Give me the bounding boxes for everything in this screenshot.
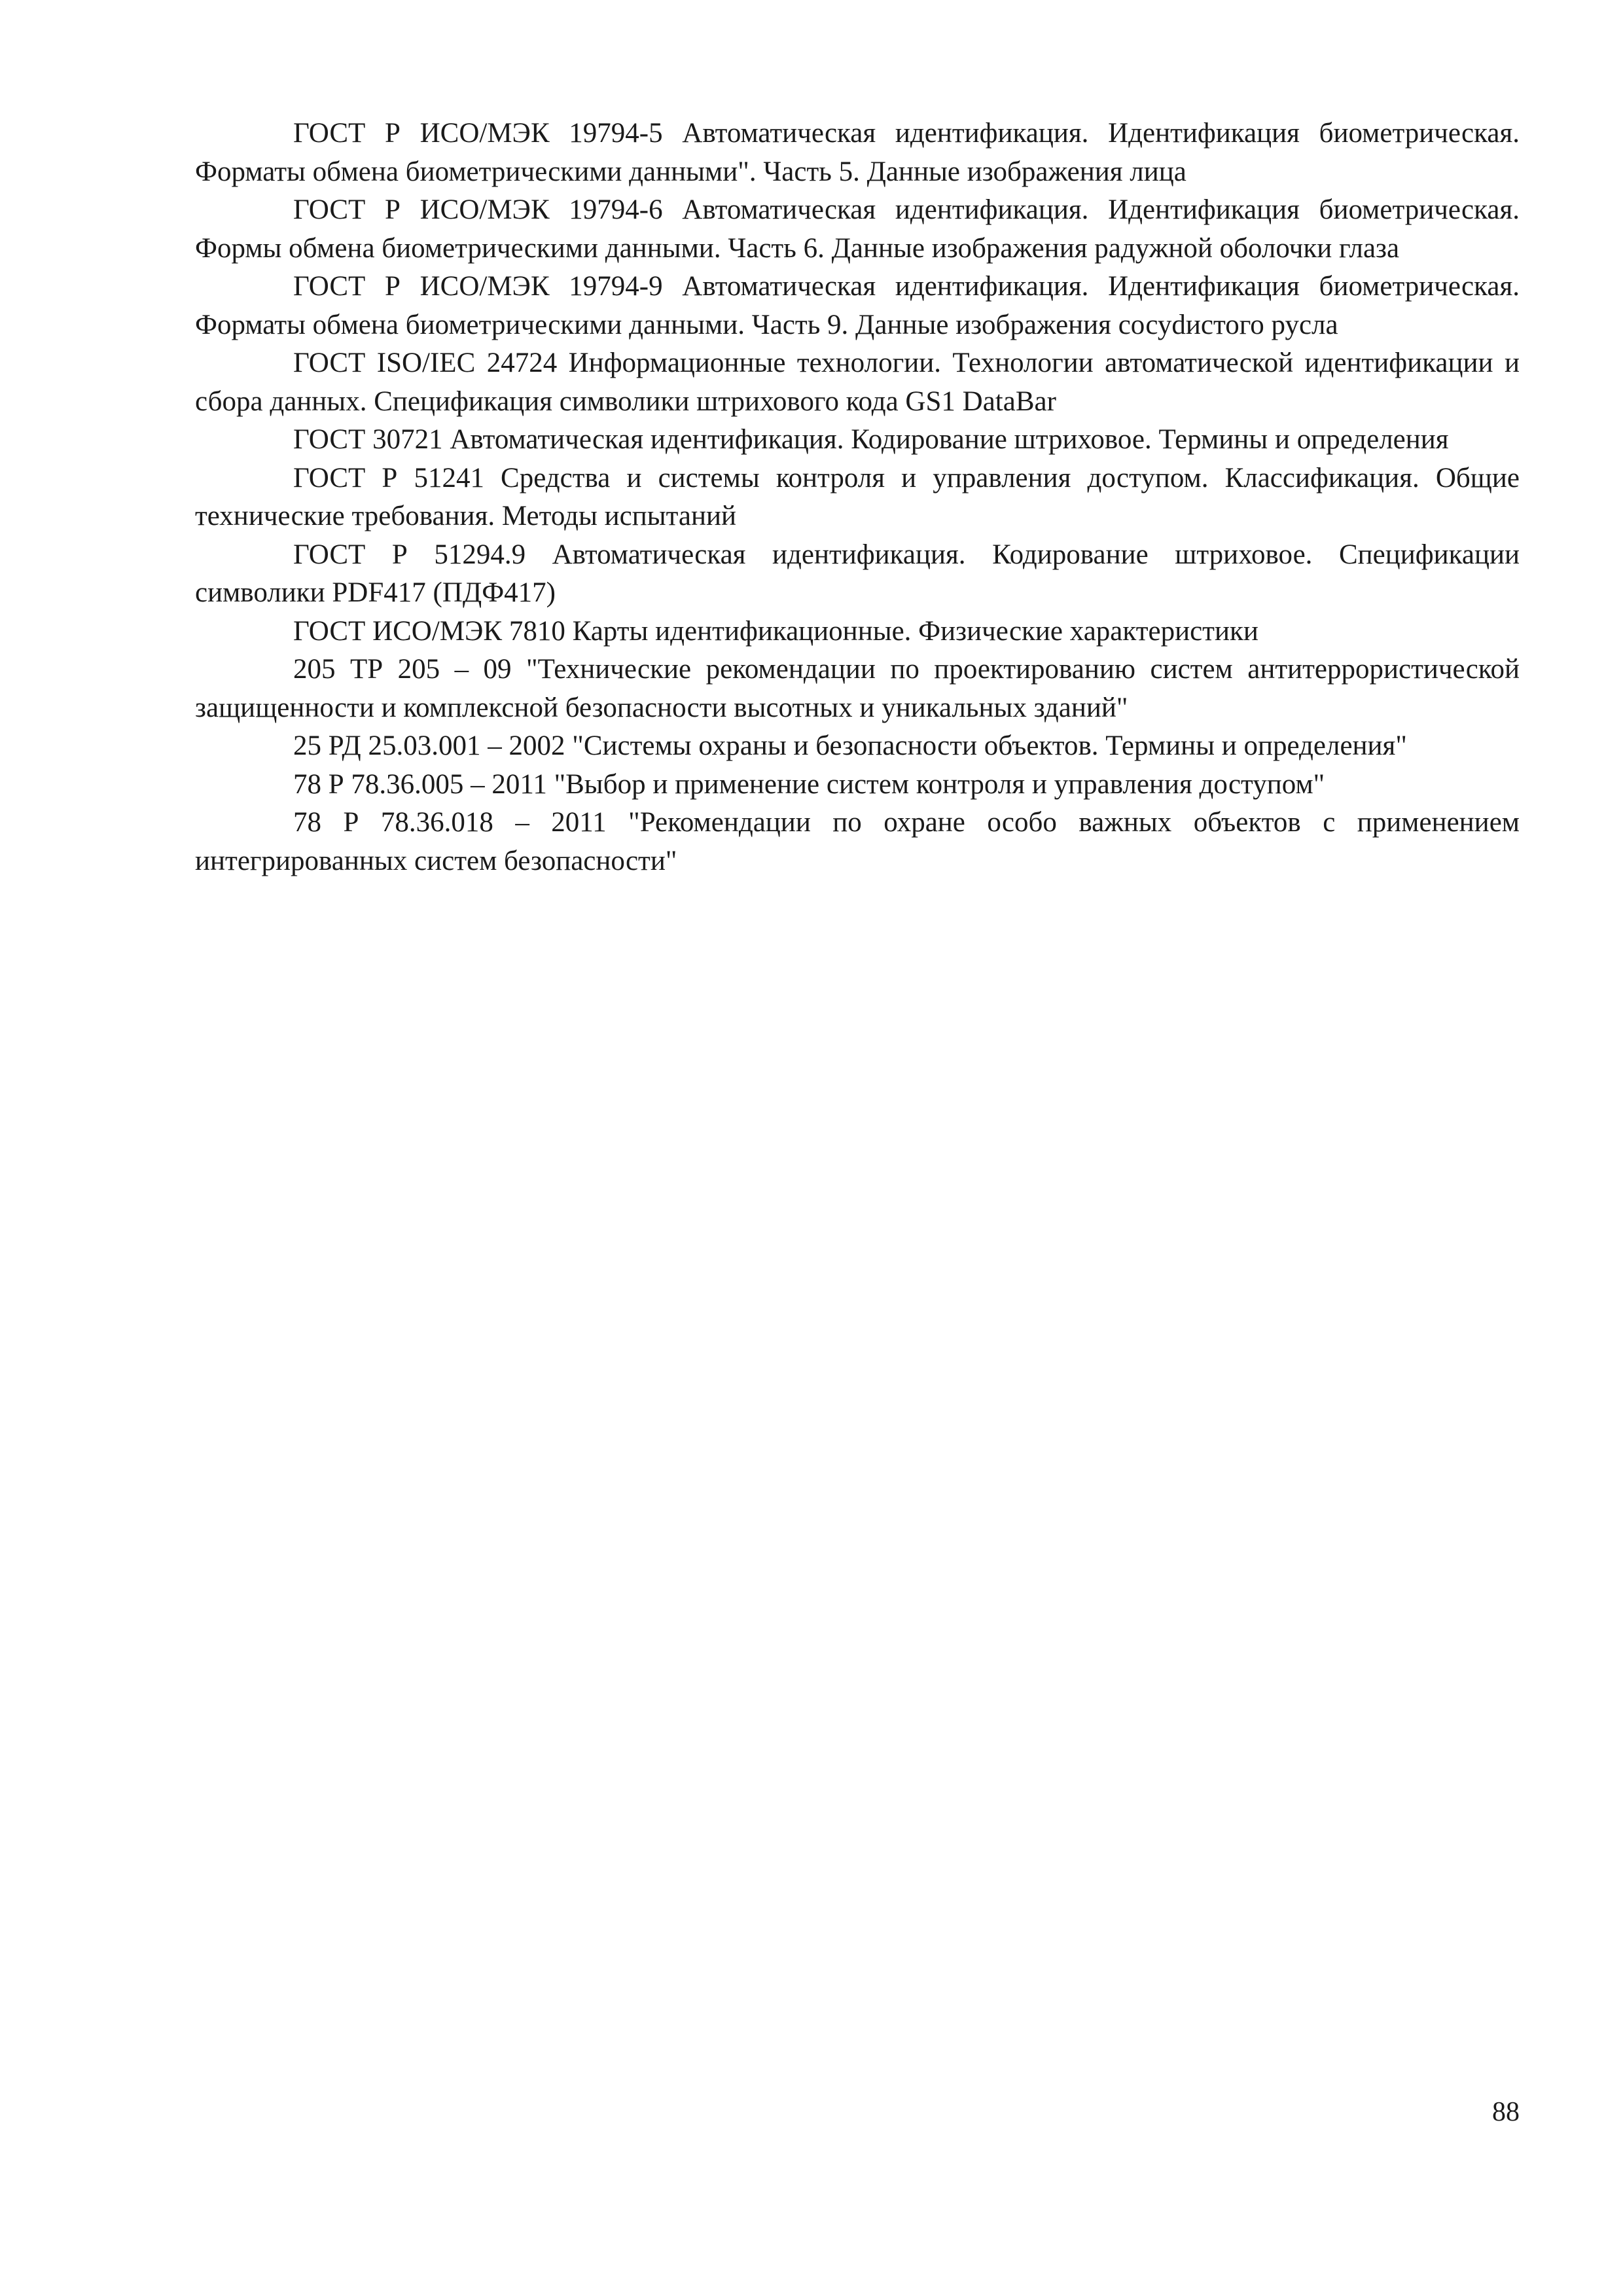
reference-item: 25 РД 25.03.001 – 2002 "Системы охраны и безопасности объектов. Термины и определения" [293,730,1407,761]
reference-item: 78 Р 78.36.018 – 2011 "Рекомендации по охране особо важных объектов с применением интегрированных систем безопасности" [195,807,1520,876]
reference-item: 205 ТР 205 – 09 "Технические рекомендации по проектированию систем антитеррористической защищенности и комплексной безопасности высотных и уникальных зданий" [195,654,1520,723]
reference-item: ГОСТ Р ИСО/МЭК 19794-5 Автоматическая идентификация. Идентификация биометрическая. Форматы обмена биометрическими данными". Часть 5. Данные изображения лица [195,118,1520,187]
reference-item: ГОСТ 30721 Автоматическая идентификация. Кодирование штриховое. Термины и определения [293,424,1449,455]
reference-list [195,115,1520,880]
reference-item: ГОСТ Р ИСО/МЭК 19794-9 Автоматическая идентификация. Идентификация биометрическая. Форматы обмена биометрическими данными. Часть 9. Данные изображения сосуdистого русла [195,271,1520,340]
reference-item: ГОСТ Р 51294.9 Автоматическая идентификация. Кодирование штриховое. Спецификации символики PDF417 (ПДФ417) [195,539,1520,608]
reference-item: ГОСТ Р ИСО/МЭК 19794-6 Автоматическая идентификация. Идентификация биометрическая. Формы обмена биометрическими данными. Часть 6. Данные изображения радужной оболочки глаза [195,194,1520,264]
reference-item: ГОСТ ИСО/МЭК 7810 Карты идентификационные. Физические характеристики [293,615,1258,647]
page-number: 88 [1492,2097,1520,2127]
reference-item: 78 Р 78.36.005 – 2011 "Выбор и применение систем контроля и управления доступом" [293,768,1325,800]
reference-item: ГОСТ Р 51241 Средства и системы контроля и управления доступом. Классификация. Общие технические требования. Методы испытаний [195,462,1520,531]
reference-item: ГОСТ ISO/IEC 24724 Информационные технологии. Технологии автоматической идентификации и сбора данных. Спецификация символики штрихового кода GS1 DataBar [195,348,1520,417]
